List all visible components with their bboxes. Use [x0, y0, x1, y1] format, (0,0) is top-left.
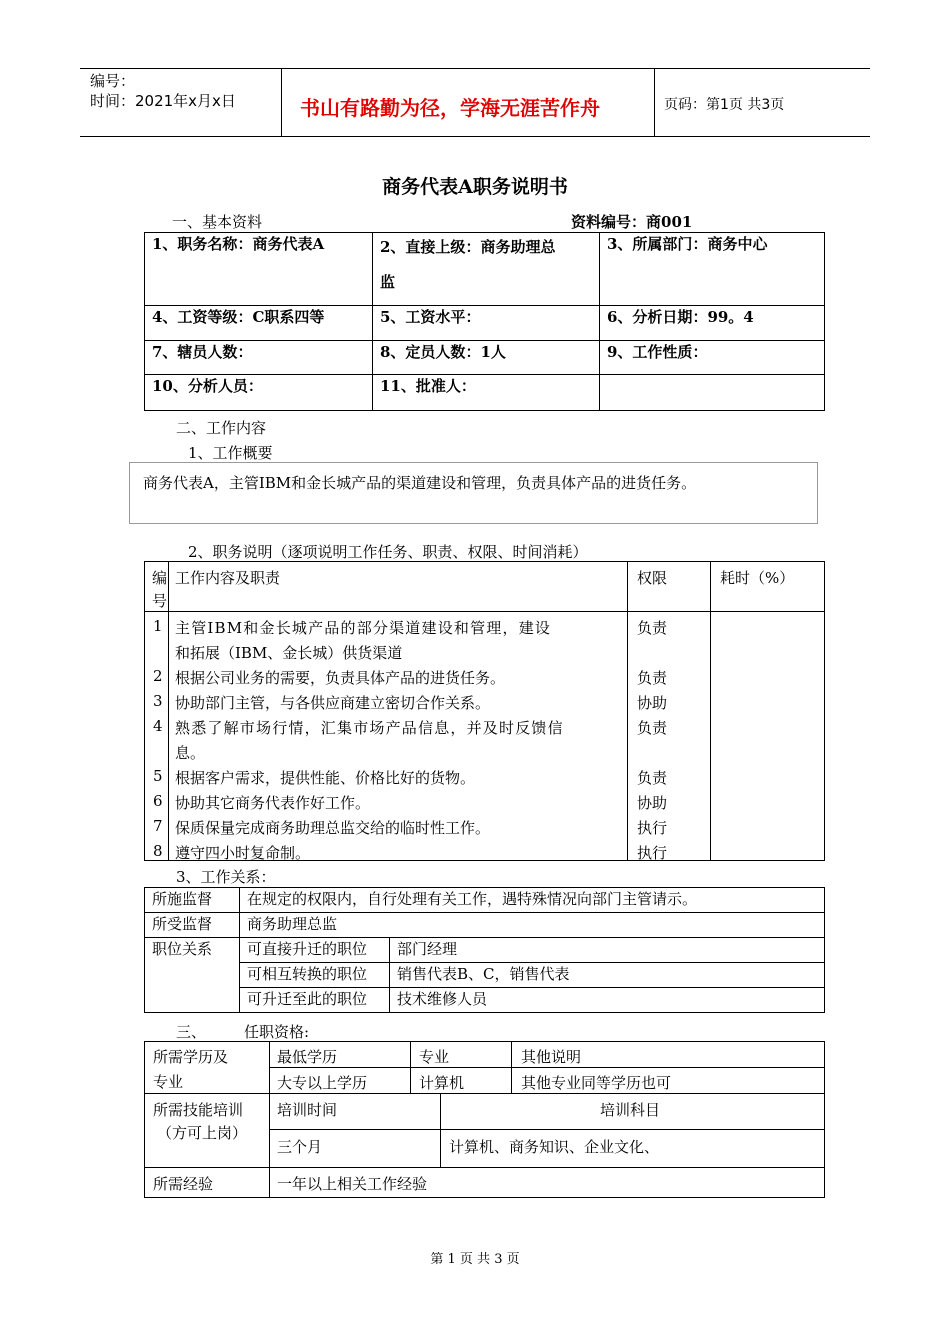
training-subject-label: 培训科目: [600, 1101, 661, 1119]
experience-label: 所需经验: [153, 1175, 214, 1193]
min-edu-value: 大专以上学历: [277, 1074, 368, 1092]
doc-number-label: 编号：: [90, 72, 136, 90]
duty-no: 2: [153, 667, 163, 685]
header-divider-right: [654, 68, 655, 136]
header-page-info: 页码：第1页 共3页: [664, 97, 785, 113]
header-top-line: [80, 68, 870, 69]
col-time-header: 耗时（%）: [720, 569, 795, 587]
cell-job-nature: 9、工作性质：: [600, 341, 825, 375]
qualifications-table: [144, 1041, 825, 1198]
qual-vline-train: [440, 1093, 441, 1167]
superior-line2: 监: [380, 273, 396, 291]
duties-col-line-1: [168, 562, 169, 860]
duty-authority: 负责: [637, 619, 668, 637]
experience-value: 一年以上相关工作经验: [277, 1175, 428, 1193]
qual-vline-label: [269, 1042, 270, 1197]
cell-position-name: 1、职务名称：商务代表A: [145, 233, 373, 306]
cell-salary-level: 5、工资水平：: [373, 306, 600, 341]
duty-no: 4: [153, 717, 163, 735]
duties-heading: 2、职务说明（逐项说明工作任务、职责、权限、时间消耗）: [188, 543, 588, 561]
duty-no: 7: [153, 817, 163, 835]
promote-from-label: 可升迁至此的职位: [240, 988, 390, 1013]
promote-to-value: 部门经理: [390, 938, 825, 963]
basic-info-table: [144, 232, 825, 411]
qual-line-edu-mid: [269, 1067, 824, 1068]
overview-text: 商务代表A，主管IBM和金长城产品的渠道建设和管理，负责具体产品的进货任务。: [143, 474, 697, 492]
duty-text: 协助部门主管，与各供应商建立密切合作关系。: [175, 694, 491, 712]
duty-authority: 协助: [637, 694, 668, 712]
transfer-label: 可相互转换的职位: [240, 963, 390, 988]
duty-text-cont: 息。: [175, 744, 206, 762]
duty-no: 3: [153, 692, 163, 710]
cell-analysis-date: 6、分析日期：99。4: [600, 306, 825, 341]
cell-headcount: 8、定员人数：1人: [373, 341, 600, 375]
training-time-label: 培训时间: [277, 1101, 338, 1119]
qualifications-heading: 任职资格:: [244, 1023, 310, 1041]
duty-authority: 执行: [637, 844, 668, 862]
duty-text-cont: 和拓展（IBM、金长城）供货渠道: [175, 644, 403, 662]
overview-heading: 1、工作概要: [188, 444, 273, 462]
duty-text: 根据公司业务的需要，负责具体产品的进货任务。: [175, 669, 506, 687]
duty-text: 保质保量完成商务助理总监交给的临时性工作。: [175, 819, 491, 837]
duty-text: 根据客户需求，提供性能、价格比好的货物。: [175, 769, 476, 787]
cell-analyst: 10、分析人员：: [145, 375, 373, 411]
cell-superior: [373, 233, 600, 306]
header-bottom-line: [80, 136, 870, 137]
duties-col-line-2: [627, 562, 628, 860]
cell-subordinates: 7、辖员人数：: [145, 341, 373, 375]
section-work-heading: 二、工作内容: [176, 419, 267, 437]
supervised-value: 商务助理总监: [240, 913, 825, 938]
qual-line-train-bottom: [145, 1167, 824, 1168]
position-relation-label: 职位关系: [145, 938, 240, 1013]
qualifications-heading-no: 三、: [176, 1023, 207, 1041]
training-time-value: 三个月: [277, 1138, 323, 1156]
header-motto: 书山有路勤为径，学海无涯苦作舟: [300, 96, 600, 120]
duty-text: 遵守四小时复命制。: [175, 844, 311, 862]
col-authority-header: 权限: [637, 569, 668, 587]
duty-no: 1: [153, 617, 163, 635]
col-content-header: 工作内容及职责: [175, 569, 281, 587]
header-divider-left: [281, 68, 282, 136]
doc-number: 资料编号：商001: [571, 213, 693, 231]
duties-table: [144, 561, 825, 861]
transfer-value: 销售代表B、C，销售代表: [390, 963, 825, 988]
training-label-line2: （方可上岗）: [157, 1124, 248, 1142]
min-edu-label: 最低学历: [277, 1048, 338, 1066]
duty-authority: 执行: [637, 819, 668, 837]
cell-approver: 11、批准人：: [373, 375, 600, 411]
duty-no: 5: [153, 767, 163, 785]
training-subject-value: 计算机、商务知识、企业文化、: [449, 1138, 660, 1156]
qual-line-train-mid: [269, 1129, 824, 1130]
doc-time: 时间：2021年x月x日: [90, 92, 236, 110]
cell-empty: [600, 375, 825, 411]
duty-authority: 负责: [637, 769, 668, 787]
overview-box: [129, 462, 818, 524]
cell-department: 3、所属部门：商务中心: [600, 233, 825, 306]
col-no-header-b: 号: [152, 592, 168, 610]
training-label-line1: 所需技能培训: [153, 1101, 244, 1119]
duty-authority: 负责: [637, 669, 668, 687]
other-label: 其他说明: [521, 1048, 582, 1066]
promote-from-value: 技术维修人员: [390, 988, 825, 1013]
relations-heading: 3、工作关系：: [176, 868, 276, 886]
duties-header-line: [145, 611, 824, 612]
major-label: 专业: [419, 1048, 450, 1066]
qual-vline-edu-2: [511, 1042, 512, 1093]
edu-label-line1: 所需学历及: [153, 1048, 229, 1066]
other-value: 其他专业同等学历也可: [521, 1074, 672, 1092]
duty-no: 8: [153, 842, 163, 860]
duty-no: 6: [153, 792, 163, 810]
section-basic-heading: 一、基本资料: [172, 213, 263, 231]
duty-text: 熟悉了解市场行情，汇集市场产品信息，并及时反馈信: [175, 719, 564, 737]
qual-vline-edu-1: [410, 1042, 411, 1093]
duty-authority: 协助: [637, 794, 668, 812]
page-footer: 第 1 页 共 3 页: [430, 1252, 520, 1267]
superior-line1: 2、直接上级：商务助理总: [380, 238, 556, 256]
supervised-label: 所受监督: [145, 913, 240, 938]
duty-text: 主管IBM和金长城产品的部分渠道建设和管理，建设: [175, 619, 552, 637]
supervise-label: 所施监督: [145, 888, 240, 913]
cell-salary-grade: 4、工资等级：C职系四等: [145, 306, 373, 341]
supervise-value: 在规定的权限内，自行处理有关工作，遇特殊情况向部门主管请示。: [240, 888, 825, 913]
edu-label-line2: 专业: [153, 1073, 184, 1091]
duty-authority: 负责: [637, 719, 668, 737]
qual-line-edu-bottom: [145, 1093, 824, 1094]
relations-table: [144, 887, 825, 1013]
major-value: 计算机: [419, 1074, 465, 1092]
col-no-header-a: 编: [152, 569, 168, 587]
duty-text: 协助其它商务代表作好工作。: [175, 794, 371, 812]
promote-to-label: 可直接升迁的职位: [240, 938, 390, 963]
duties-col-line-3: [710, 562, 711, 860]
document-title: 商务代表A职务说明书: [382, 176, 568, 198]
